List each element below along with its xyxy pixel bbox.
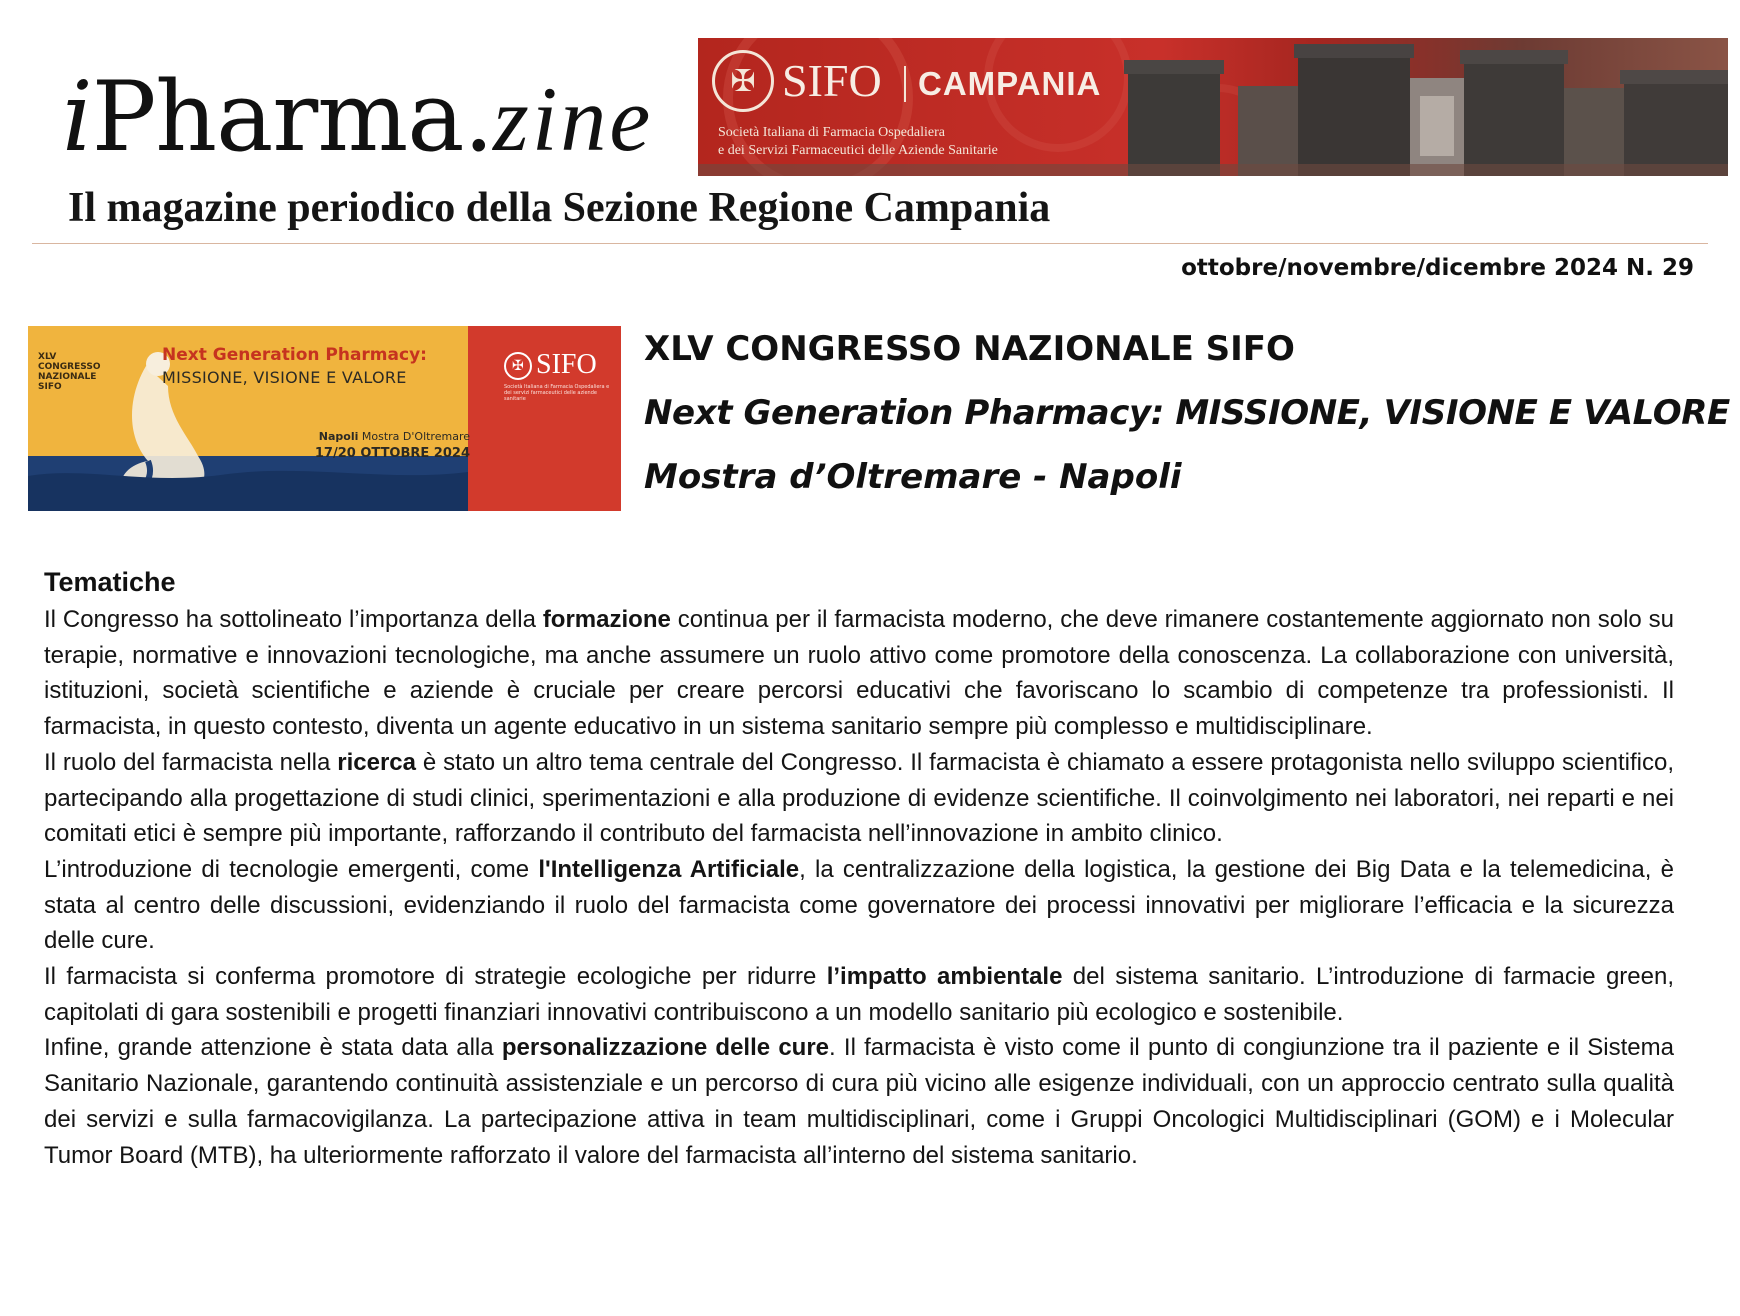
masthead-divider (32, 243, 1708, 244)
keyword-personalizzazione: personalizzazione delle cure (501, 1034, 830, 1062)
issue-date: ottobre/novembre/dicembre 2024 N. 29 (1181, 255, 1694, 281)
banner-venue (290, 430, 470, 444)
paragraph-text: del sistema sanitario. L’introduzione di farmacie green, capitolati di gara sostenibili e progetti finanziari innovativi contribuiscono a un modello sanitario più ecologico e sostenibile. (44, 963, 1674, 1026)
section-heading: Tematiche (44, 567, 176, 597)
banner-subtitle (718, 124, 998, 160)
logo-prefix: i (62, 61, 92, 173)
logo-suffix: zine (493, 68, 654, 170)
paragraph-text: , la centralizzazione della logistica, la gestione dei Big Data e la telemedicina, è stata al centro delle discussioni, evidenziando il ruolo del farmacista come governatore dei processi innovativi per migliorare l’efficacia e la sicurezza delle cure. (44, 855, 1674, 955)
banner-subhead: MISSIONE, VISIONE E VALORE (162, 368, 407, 387)
article-body (44, 564, 1674, 1173)
keyword-impatto-ambientale: l’impatto ambientale (826, 963, 1063, 991)
congress-place: Mostra d’Oltremare - Napoli (644, 457, 1182, 497)
keyword-ricerca: ricerca (337, 748, 416, 776)
sifo-campania-banner (698, 38, 1728, 176)
paragraph-text: continua per il farmacista moderno, che deve rimanere costantemente aggiornato non solo su terapie, normative e innovazioni tecnologiche, ma anche assumere un ruolo attivo come promotore della conoscenza. La collaborazione con università, istituzioni, società scientifiche e aziende è cruciale per creare percorsi educativi che favoriscano lo scambio di competenze tra professionisti. Il farmacista, in questo contesto, diventa un agente educativo in un sistema sanitario sempre più complesso e multidisciplinare. (44, 606, 1674, 741)
paragraph-formazione (44, 602, 1674, 745)
paragraph-text: Il farmacista si conferma promotore di strategie ecologiche per ridurre (44, 963, 827, 991)
paragraph-intelligenza-artificiale (44, 852, 1674, 959)
sifo-seal-icon: ✠ (712, 50, 774, 112)
paragraph-personalizzazione (44, 1030, 1674, 1173)
paragraph-text: è stato un altro tema centrale del Congresso. Il farmacista è chiamato a essere protagonista nello sviluppo scientifico, partecipando alla progettazione di studi clinici, sperimentazioni e alla produzione di evidenze scientifiche. Il coinvolgimento nei laboratori, nei reparti e nei comitati etici è sempre più importante, rafforzando il contributo del farmacista nell’innovazione in ambito clinico. (44, 748, 1674, 848)
congress-title: XLV CONGRESSO NAZIONALE SIFO (644, 329, 1295, 369)
logo-main: Pharma. (91, 61, 494, 173)
banner-dates: 17/20 OTTOBRE 2024 (314, 446, 470, 461)
paragraph-text: Infine, grande attenzione è stata data alla (44, 1034, 502, 1062)
banner-venue-place: Mostra D'Oltremare (361, 430, 470, 443)
congress-subtitle: Next Generation Pharmacy: MISSIONE, VISIONE E VALORE (644, 393, 1730, 433)
paragraph-text: Il ruolo del farmacista nella (44, 748, 338, 776)
magazine-logo (62, 62, 682, 172)
paragraph-text: Il Congresso ha sottolineato l’importanza della (44, 606, 543, 633)
banner-subtitle-line2: e dei Servizi Farmaceutici delle Aziende Sanitarie (718, 143, 998, 158)
banner-sifo-sub: Società Italiana di Farmacia Ospedaliera e dei servizi farmaceutici delle aziende sanitarie (504, 384, 610, 402)
congress-banner-image (28, 326, 621, 511)
paragraph-ricerca (44, 745, 1674, 852)
paragraph-text: L’introduzione di tecnologie emergenti, come (44, 855, 539, 883)
banner-sifo-brand: SIFO (536, 349, 597, 380)
magazine-tagline: Il magazine periodico della Sezione Regione Campania (68, 185, 1051, 231)
paragraph-text: . Il farmacista è visto come il punto di congiunzione tra il paziente e il Sistema Sanitario Nazionale, garantendo continuità assistenziale e un percorso di cura più vicino alle esigenze individuali, con un approccio centrato sulla qualità dei servizi e sulla farmacovigilanza. La partecipazione attiva in team multidisciplinari, come i Gruppi Oncologici Multidisciplinari (GOM) e i Molecular Tumor Board (MTB), ha ulteriormente rafforzato il valore del farmacista all’interno del sistema sanitario. (44, 1034, 1674, 1169)
paragraph-impatto-ambientale (44, 959, 1674, 1030)
banner-venue-city: Napoli (318, 430, 359, 443)
keyword-intelligenza-artificiale: l'Intelligenza Artificiale (538, 855, 800, 883)
banner-congress-label: XLV CONGRESSO NAZIONALE SIFO (38, 352, 101, 392)
keyword-formazione: formazione (542, 606, 671, 633)
banner-region: CAMPANIA (904, 66, 1101, 102)
banner-sifo-seal-icon: ✠ (504, 352, 532, 380)
banner-brand: SIFO (782, 55, 882, 106)
banner-subtitle-line1: Società Italiana di Farmacia Ospedaliera (718, 125, 946, 140)
banner-headline: Next Generation Pharmacy: (162, 345, 427, 365)
